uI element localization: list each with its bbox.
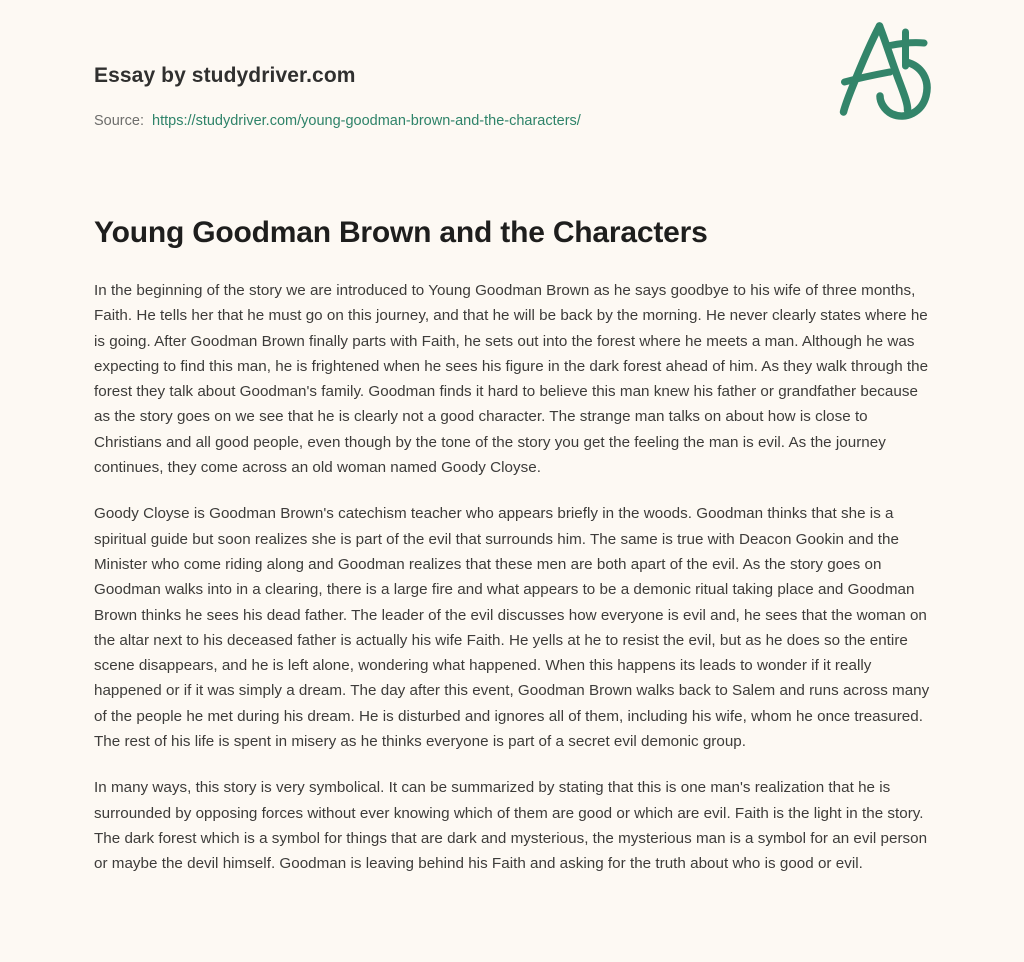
source-url-link[interactable]: https://studydriver.com/young-goodman-brown-and-the-characters/ <box>152 113 581 129</box>
paragraph: Goody Cloyse is Goodman Brown's catechism teacher who appears briefly in the woods. Goodman thinks that she is a spiritual guide but soon realizes she is part of the evil that surrounds him. The same is true with Deacon Gookin and the Minister who come riding along and Goodman realizes that these men are both apart of the evil. As the story goes on Goodman walks into in a clearing, there is a large fire and what appears to be a demonic ritual taking place and Goodman Brown thinks he sees his dead father. The leader of the evil discusses how everyone is evil and, he sees that the woman on the altar next to his deceased father is actually his wife Faith. He yells at he to resist the evil, but as he does so the entire scene disappears, and he is left alone, wondering what happened. When this happens its leads to wonder if it really happened or if it was simply a dream. The day after this event, Goodman Brown walks back to Salem and runs across many of the people he met during his dream. He is disturbed and ignores all of them, including his wife, whom he once treasured. The rest of his life is spent in misery as he thinks everyone is part of a secret evil demonic group. <box>94 505 930 751</box>
paragraph: In many ways, this story is very symbolical. It can be summarized by stating that this is one man's realization that he is surrounded by opposing forces without ever knowing which of them are good or which are evil. Faith is the light in the story. The dark forest which is a symbol for things that are dark and mysterious, the mysterious man is a symbol for an evil person or maybe the devil himself. Goodman is leaving behind his Faith and asking for the truth about who is good or evil. <box>94 779 928 873</box>
source-line <box>94 111 930 131</box>
article-body <box>94 252 930 877</box>
a-plus-icon <box>822 14 952 124</box>
page-title: Young Goodman Brown and the Characters <box>94 216 708 249</box>
paragraph: In the beginning of the story we are introduced to Young Goodman Brown as he says goodbye to his wife of three months, Faith. He tells her that he must go on this journey, and that he will be back by the morning. He never clearly states where he is going. After Goodman Brown finally parts with Faith, he sets out into the forest where he meets a man. Although he was expecting to find this man, he is frightened when he sees his figure in the dark forest ahead of him. As they walk through the forest they talk about Goodman's family. Goodman finds it hard to believe this man knew his father or grandfather because as the story goes on we see that he is clearly not a good character. The strange man talks on about how is close to Christians and all good people, even though by the tone of the story you get the feeling the man is evil. As the journey continues, they come across an old woman named Goody Cloyse. <box>94 282 929 477</box>
studydriver-a-plus-logo <box>822 14 952 124</box>
document-header <box>94 0 930 131</box>
source-label: Source: <box>94 113 144 129</box>
essay-byline: Essay by studydriver.com <box>94 64 356 87</box>
